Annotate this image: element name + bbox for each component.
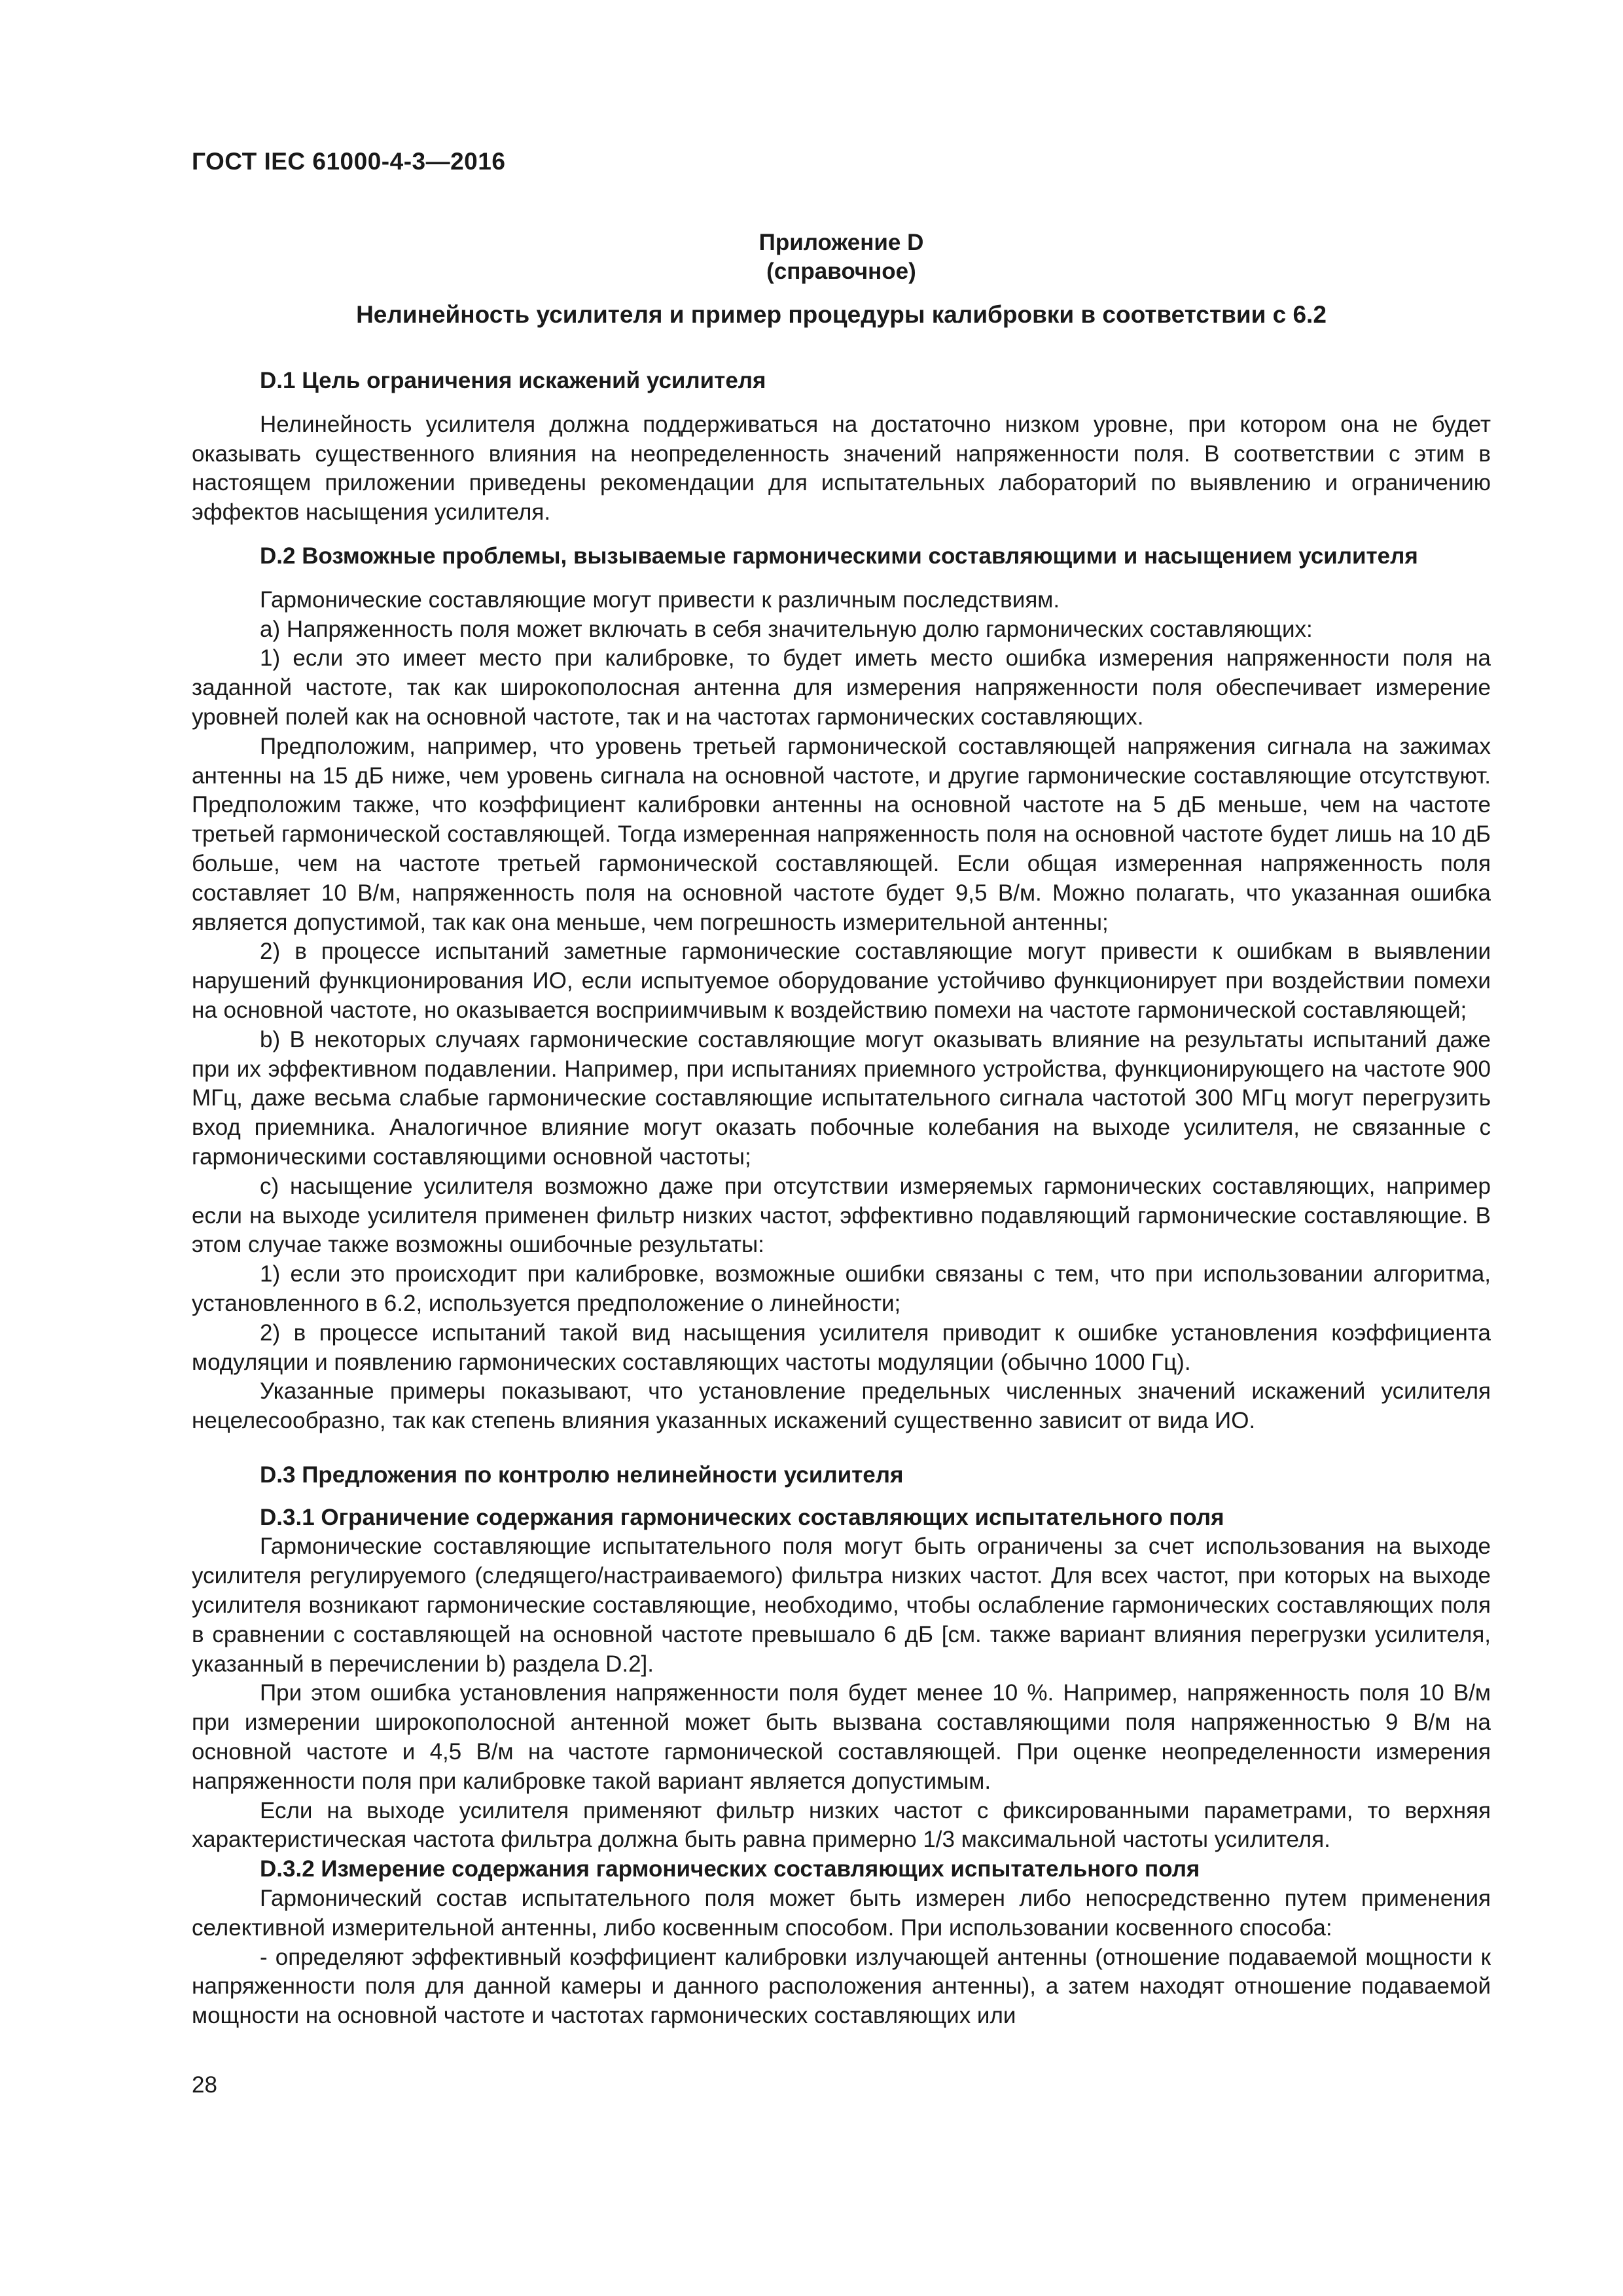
list-item: 2) в процессе испытаний такой вид насыщения усилителя приводит к ошибке установления коэффициента модуляции и появлению гармонических составляющих частоты модуляции (обычно 1000 Гц). xyxy=(192,1319,1491,1375)
list-item: 2) в процессе испытаний заметные гармонические составляющие могут привести к ошибкам в выявлении нарушений функционирования ИО, если испытуемое оборудование устойчиво функционирует при воздействии помехи на основной частоте, но оказывается восприимчивым к воздействию помехи на частоте гармонической составляющей; xyxy=(192,939,1491,1023)
section-heading-d2: D.2 Возможные проблемы, вызываемые гармоническими составляющими и насыщением усилителя xyxy=(260,543,1418,569)
subsection-heading-d32: D.3.2 Измерение содержания гармонических составляющих испытательного поля xyxy=(260,1856,1200,1882)
paragraph: Гармонические составляющие могут привести к различным последствиям. xyxy=(260,586,1060,613)
paragraph: Нелинейность усилителя должна поддерживаться на достаточно низком уровне, при котором она не будет оказывать существенного влияния на неопределенность значений напряженности поля. В соответствии с этим в настоящем приложении приведены рекомендации для испытательных лабораторий по выявлению и ограничению эффектов насыщения усилителя. xyxy=(192,411,1491,526)
page-number: 28 xyxy=(192,2072,217,2098)
standard-code: ГОСТ IEC 61000-4-3—2016 xyxy=(192,148,506,175)
paragraph: Указанные примеры показывают, что установление предельных численных значений искажений усилителя нецелесообразно, так как степень влияния указанных искажений существенно зависит от вида ИО. xyxy=(192,1378,1491,1434)
annex-type: (справочное) xyxy=(766,259,916,284)
subsection-heading-d31: D.3.1 Ограничение содержания гармонических составляющих испытательного поля xyxy=(260,1504,1224,1530)
list-item: 1) если это происходит при калибровке, возможные ошибки связаны с тем, что при использовании алгоритма, установленного в 6.2, используется предположение о линейности; xyxy=(192,1261,1491,1316)
document-body xyxy=(192,367,1491,2031)
paragraph: Если на выходе усилителя применяют фильтр низких частот с фиксированными параметрами, то верхняя характеристическая частота фильтра должна быть равна примерно 1/3 максимальной частоты усилителя. xyxy=(192,1797,1491,1853)
paragraph: При этом ошибка установления напряженности поля будет менее 10 %. Например, напряженность поля 10 В/м при измерении широкополосной антенной может быть вызвана составляющими поля напряженностью 9 В/м на основной частоте и 4,5 В/м на частоте гармонической составляющей. При оценке неопределенности измерения напряженности поля при калибровке такой вариант является допустимым. xyxy=(192,1680,1491,1794)
list-item: b) В некоторых случаях гармонические составляющие могут оказывать влияние на результаты испытаний даже при их эффективном подавлении. Например, при испытаниях приемного устройства, функционирующего на частоте 900 МГц, даже весьма слабые гармонические составляющие испытательного сигнала частотой 300 МГц могут перегрузить вход приемника. Аналогичное влияние могут оказать побочные колебания на выходе усилителя, не связанные с гармоническими составляющими основной частоты; xyxy=(192,1026,1491,1170)
section-heading-d1: D.1 Цель ограничения искажений усилителя xyxy=(260,368,766,393)
list-item: c) насыщение усилителя возможно даже при отсутствии измеряемых гармонических составляющих, например если на выходе усилителя применен фильтр низких частот, эффективно подавляющий гармонические составляющие. В этом случае также возможны ошибочные результаты: xyxy=(192,1173,1491,1258)
list-item: 1) если это имеет место при калибровке, то будет иметь место ошибка измерения напряженности поля на заданной частоте, так как широкополосная антенна для измерения напряженности поля обеспечивает измерение уровней полей как на основной частоте, так и на частотах гармонических составляющих. xyxy=(192,645,1491,730)
paragraph: Гармонический состав испытательного поля может быть измерен либо непосредственно путем применения селективной измерительной антенны, либо косвенным способом. При использовании косвенного способа: xyxy=(192,1886,1491,1941)
annex-title: Нелинейность усилителя и пример процедуры калибровки в соответствии с 6.2 xyxy=(356,301,1327,328)
paragraph: Гармонические составляющие испытательного поля могут быть ограничены за счет использования на выходе усилителя регулируемого (следящего/настраиваемого) фильтра низких частот. Для всех частот, при которых на выходе усилителя возникают гармонические составляющие, необходимо, чтобы ослабление гармонических составляющих поля в сравнении с составляющей на основной частоте превышало 6 дБ [см. также вариант влияния перегрузки усилителя, указанный в перечислении b) раздела D.2]. xyxy=(192,1534,1491,1677)
paragraph: Предположим, например, что уровень третьей гармонической составляющей напряжения сигнала на зажимах антенны на 15 дБ ниже, чем уровень сигнала на основной частоте, и другие гармонические составляющие отсутствуют. Предположим также, что коэффициент калибровки антенны на основной частоте на 5 дБ меньше, чем на частоте третьей гармонической составляющей. Тогда измеренная напряженность поля на основной частоте будет лишь на 10 дБ больше, чем на частоте третьей гармонической составляющей. Если общая измеренная напряженность поля составляет 10 В/м, напряженность поля на основной частоте будет 9,5 В/м. Можно полагать, что указанная ошибка является допустимой, так как она меньше, чем погрешность измерительной антенны; xyxy=(192,733,1491,935)
annex-label: Приложение D xyxy=(758,230,924,255)
section-heading-d3: D.3 Предложения по контролю нелинейности усилителя xyxy=(260,1462,904,1488)
list-item: a) Напряженность поля может включать в себя значительную долю гармонических составляющих: xyxy=(260,616,1313,642)
list-item: - определяют эффективный коэффициент калибровки излучающей антенны (отношение подаваемой мощности к напряженности поля для данной камеры и данного расположения антенны), а затем находят отношение подаваемой мощности на основной частоте и частотах гармонических составляющих или xyxy=(192,1944,1491,2029)
